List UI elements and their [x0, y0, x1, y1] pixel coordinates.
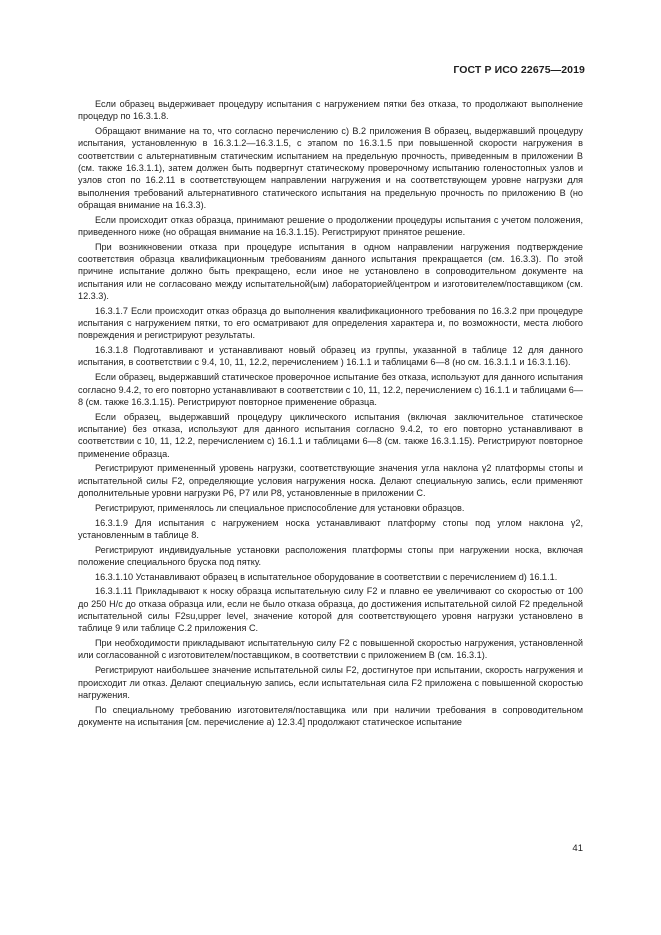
- page-number: 41: [572, 843, 583, 854]
- paragraph: 16.3.1.11 Прикладывают к носку образца испытательную силу F2 и плавно ее увеличивают со скоростью от 100 до 250 Н/с до отказа образца или, если не было отказа образца, до достижения испытательной силой F2 предельной испытательной силы F2su,upper level, значение которой для соответствующего уровня нагрузки установлено в таблице 9 или таблице С.2 приложения С.: [78, 586, 583, 634]
- paragraph: Если образец, выдержавший процедуру циклического испытания (включая заключительное статическое испытание) без отказа, используют для данного испытания согласно 9.4.2, то его повторно устанавливают в соответствии с 10, 11, 12.2, перечислением с) 16.1.1 и таблицами 6—8 (см. также 16.3.1.15). Регистрируют повторное применение образца.: [78, 411, 583, 459]
- paragraph: Обращают внимание на то, что согласно перечислению с) В.2 приложения В образец, выдержавший процедуру испытания, установленную в 16.3.1.2—16.3.1.5, с этапом по 16.3.1.5 при повышенной скорости нагружения в соответствии с альтернативным статическим испытанием на предельную прочность, приведенным в приложении В (см. также 16.3.1.1), затем должен быть подвергнут статическому проверочному испытанию голеностопных узлов и узлов стоп по 16.2.11 в соответствующем направлении нагружения и на соответствующем уровне нагрузки для выполнения требований альтернативного статического испытания на предельную прочность по приложению В (но обращая внимание на 16.3.3).: [78, 126, 583, 210]
- paragraph: Регистрируют индивидуальные установки расположения платформы стопы при нагружении носка, включая положение специального бруска под пятку.: [78, 544, 583, 567]
- document-header: ГОСТ Р ИСО 22675—2019: [453, 64, 585, 76]
- paragraph: Если происходит отказ образца, принимают решение о продолжении процедуры испытания с учетом положения, приведенного ниже (но обращая внимание на 16.3.1.15). Регистрируют принятое решение.: [78, 214, 583, 237]
- paragraph: Регистрируют, применялось ли специальное приспособление для установки образцов.: [95, 502, 465, 513]
- document-body: [78, 98, 583, 728]
- paragraph: Если образец, выдержавший статическое проверочное испытание без отказа, используют для данного испытания согласно 9.4.2, то его повторно устанавливают в соответствии с 10, 11, 12.2, перечислением с) 16.1.1 и таблицами 6—8 (см. также 16.3.1.15). Регистрируют повторное применение образца.: [78, 372, 583, 407]
- paragraph: 16.3.1.9 Для испытания с нагружением носка устанавливают платформу стопы под углом наклона γ2, установленным в таблице 8.: [78, 517, 583, 540]
- paragraph: Регистрируют наибольшее значение испытательной силы F2, достигнутое при испытании, скорость нагружения и происходит ли отказ. Делают специальную запись, если испытательная сила F2 приложена с повышенной скоростью нагружения.: [78, 665, 583, 700]
- paragraph: При возникновении отказа при процедуре испытания в одном направлении нагружения подтверждение соответствия образца квалификационным требованиям данного испытания прекращается (см. 16.3.3). По этой причине испытание должно быть прекращено, если иное не установлено в сопроводительном документе на испытания или не согласовано между испытательной(ым) лабораторией/центром и изготовителем/поставщиком (см. 12.3.3).: [78, 241, 583, 301]
- paragraph: 16.3.1.7 Если происходит отказ образца до выполнения квалификационного требования по 16.3.2 при процедуре испытания с нагружением пятки, то его осматривают для определения характера и, по возможности, места любого повреждения и регистрируют результаты.: [78, 305, 583, 341]
- paragraph: По специальному требованию изготовителя/поставщика или при наличии требования в сопроводительном документе на испытания [см. перечисление а) 12.3.4] продолжают статическое испытание: [78, 704, 583, 727]
- paragraph: Если образец выдерживает процедуру испытания с нагружением пятки без отказа, то продолжают выполнение процедур по 16.3.1.8.: [78, 99, 583, 122]
- paragraph: Регистрируют примененный уровень нагрузки, соответствующие значения угла наклона γ2 платформы стопы и испытательной силы F2, определяющие условия нагружения носка. Делают специальную запись, если применяют дополнительные уровни нагрузки P6, P7 или P8, установленные в приложении С.: [78, 463, 583, 498]
- paragraph: 16.3.1.10 Устанавливают образец в испытательное оборудование в соответствии с перечислением d) 16.1.1.: [95, 571, 558, 582]
- paragraph: При необходимости прикладывают испытательную силу F2 с повышенной скоростью нагружения, установленной или согласованной с изготовителем/поставщиком, в соответствии с приложением В (см. 16.3.1).: [78, 638, 583, 661]
- paragraph: 16.3.1.8 Подготавливают и устанавливают новый образец из группы, указанной в таблице 12 для данного испытания, в соответствии с 9.4, 10, 11, 12.2, перечислением ) 16.1.1 и таблицами 6—8 (но см. 16.3.1.1 и 16.3.1.16).: [78, 345, 583, 368]
